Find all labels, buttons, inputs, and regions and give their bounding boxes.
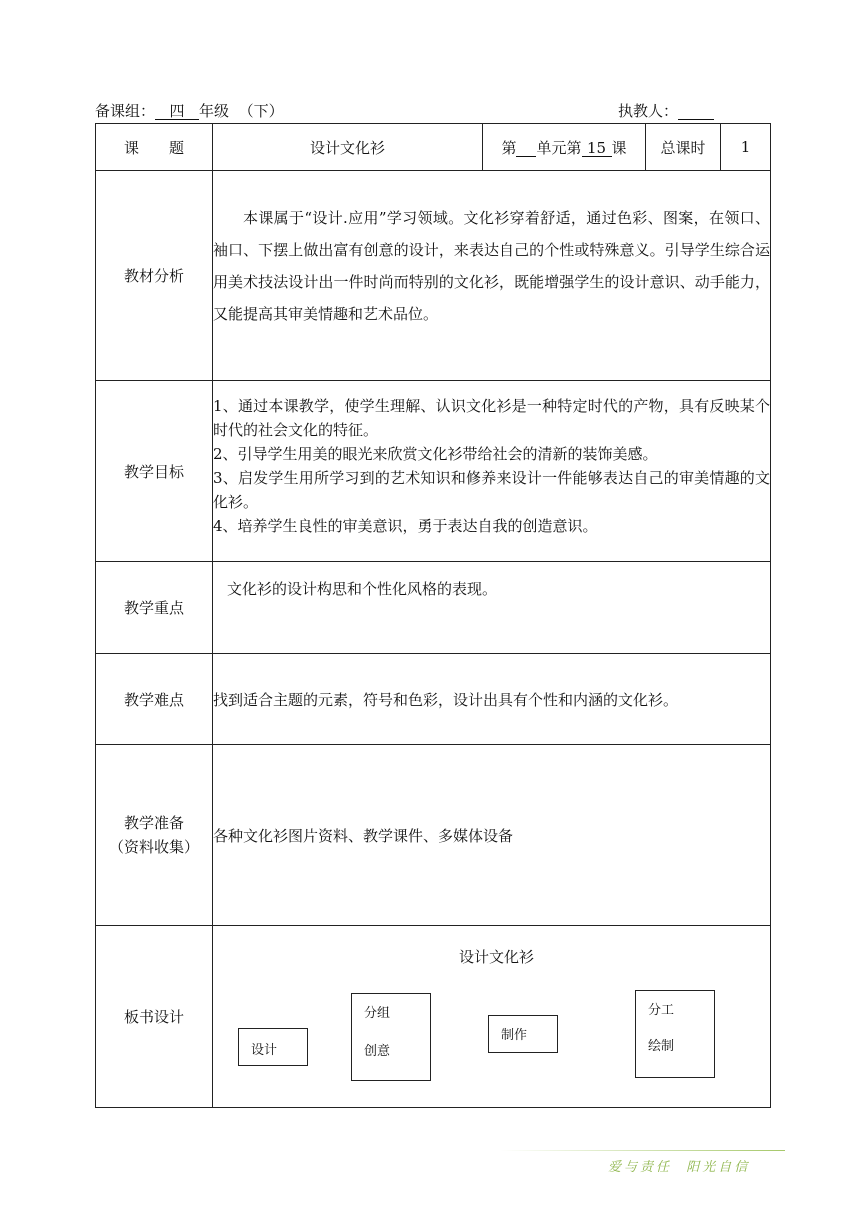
row-preparation <box>96 745 771 926</box>
board-box-divide-line1: 分工 <box>648 1003 675 1018</box>
grade-value: 四 <box>155 103 199 120</box>
row-key-points <box>96 562 771 654</box>
material-analysis-cell <box>213 171 771 381</box>
row-board-design <box>96 926 771 1108</box>
key-points-label: 教学重点 <box>96 562 213 654</box>
lesson-prefix: 第 <box>501 138 517 157</box>
key-points-text: 文化衫的设计构思和个性化风格的表现。 <box>213 562 771 654</box>
lesson-number: 15 <box>582 140 612 157</box>
lesson-plan-table <box>95 123 771 1108</box>
row-teaching-goals <box>96 381 771 562</box>
unit-text: 单元第 <box>536 138 582 157</box>
teaching-goals-cell <box>213 381 771 562</box>
footer-slogan-left: 爱与责任 <box>608 1160 673 1175</box>
preparation-text: 各种文化衫图片资料、教学课件、多媒体设备 <box>213 745 771 926</box>
goal-item: 3、启发学生用所学习到的艺术知识和修养来设计一件能够表达自己的审美情趣的文化衫。 <box>213 469 770 511</box>
goal-item: 1、通过本课教学，使学生理解、认识文化衫是一种特定时代的产物，具有反映某个时代的社会文化的特征。 <box>213 397 770 439</box>
board-box-group-line2: 创意 <box>364 1044 391 1059</box>
grade-suffix: 年级 <box>199 102 230 120</box>
preparation-label <box>96 745 213 926</box>
board-design-label: 板书设计 <box>96 926 213 1108</box>
board-title: 设计文化衫 <box>458 948 534 966</box>
board-box-make-text: 制作 <box>501 1028 528 1043</box>
teaching-goals-label: 教学目标 <box>96 381 213 562</box>
board-box-make <box>488 1015 558 1053</box>
lesson-suffix: 课 <box>611 138 627 157</box>
board-box-divide <box>635 990 715 1078</box>
footer-slogan-right: 阳光自信 <box>686 1160 751 1175</box>
row-material-analysis <box>96 171 771 381</box>
board-box-group-line1: 分组 <box>364 1006 391 1021</box>
material-analysis-label: 教材分析 <box>96 171 213 381</box>
row-difficulties <box>96 654 771 745</box>
board-design-cell <box>213 926 771 1108</box>
unit-blank <box>516 140 536 157</box>
footer-divider <box>500 1150 785 1151</box>
total-hours-label: 总课时 <box>646 124 721 171</box>
footer-slogan <box>608 1156 750 1175</box>
board-box-design-text: 设计 <box>251 1043 278 1058</box>
semester: （下） <box>238 102 284 120</box>
preparation-label-line2: （资料收集） <box>108 838 199 856</box>
prep-group-info <box>95 100 284 121</box>
goal-item: 2、引导学生用美的眼光来欣赏文化衫带给社会的清新的装饰美感。 <box>213 445 658 463</box>
teacher-info <box>618 100 714 121</box>
topic-title: 设计文化衫 <box>213 124 483 171</box>
goal-item: 4、培养学生良性的审美意识，勇于表达自我的创造意识。 <box>213 517 598 535</box>
board-box-design <box>238 1028 308 1066</box>
board-box-group <box>351 993 431 1081</box>
preparation-label-line1: 教学准备 <box>123 814 184 832</box>
prep-group-label: 备课组： <box>95 102 156 120</box>
board-box-divide-line2: 绘制 <box>648 1039 675 1054</box>
teacher-blank <box>678 103 714 120</box>
total-hours-value: 1 <box>721 124 771 171</box>
difficulties-text: 找到适合主题的元素，符号和色彩，设计出具有个性和内涵的文化衫。 <box>213 654 771 745</box>
material-analysis-text: 本课属于“设计.应用”学习领域。文化衫穿着舒适，通过色彩、图案，在领口、袖口、下摆上做出富有创意的设计，来表达自己的个性或特殊意义。引导学生综合运用美术技法设计出一件时尚而特别的文化衫，既能增强学生的设计意识、动手能力，又能提高其审美情趣和艺术品位。 <box>213 208 770 323</box>
teacher-label: 执教人： <box>617 102 678 120</box>
document-header <box>95 100 770 122</box>
board-diagram <box>213 926 770 1106</box>
row-topic <box>96 124 771 171</box>
topic-label: 课 题 <box>96 124 213 171</box>
difficulties-label: 教学难点 <box>96 654 213 745</box>
lesson-position <box>483 124 646 171</box>
